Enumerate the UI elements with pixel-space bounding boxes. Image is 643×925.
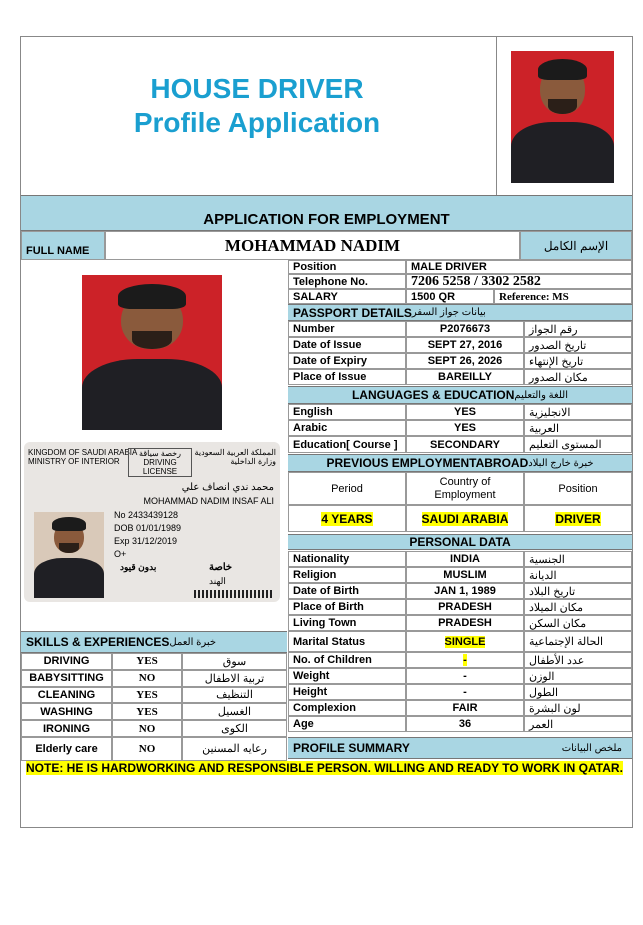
skill-name: BABYSITTING (21, 670, 112, 687)
languages-title-ar: اللغة والتعليم (514, 389, 569, 401)
license-restriction: بدون قيود (120, 562, 157, 572)
skill-value: NO (112, 720, 182, 737)
personal-label: Living Town (288, 615, 406, 631)
passport-label-ar: مكان الصدور (524, 369, 632, 385)
personal-table (288, 551, 632, 732)
skill-name-ar: رعايه المسنين (182, 737, 287, 761)
personal-value (406, 652, 524, 668)
skill-value: YES (112, 687, 182, 704)
personal-label: Date of Birth (288, 583, 406, 599)
license-nationality: الهند (209, 576, 226, 586)
skill-name-ar: سوق (182, 653, 287, 670)
license-badge-ar: رخصة سياقة (139, 449, 181, 458)
passport-label: Number (288, 321, 406, 337)
license-expiry: Exp 31/12/2019 (114, 536, 178, 546)
skills-title: SKILLS & EXPERIENCES (26, 635, 170, 649)
language-row (288, 420, 632, 436)
employment-period: 4 YEARS (321, 511, 373, 526)
language-row (288, 436, 632, 453)
employment-col-country: Country of Employment (406, 472, 524, 505)
personal-value: JAN 1, 1989 (406, 583, 524, 599)
passport-label: Date of Expiry (288, 353, 406, 369)
personal-label-ar: الجنسية (524, 551, 632, 567)
skill-row (21, 703, 287, 720)
header-title (22, 72, 492, 140)
language-label: English (288, 404, 406, 420)
license-badge (128, 448, 192, 477)
personal-label-ar: مكان السكن (524, 615, 632, 631)
language-label-ar: العربية (524, 420, 632, 436)
personal-value-highlight: - (463, 654, 467, 666)
note-text: NOTE: HE IS HARDWORKING AND RESPONSIBLE PERSON. WILLING AND READY TO WORK IN QATAR. (26, 761, 623, 775)
languages-title: LANGUAGES & EDUCATION (351, 388, 515, 402)
license-type: خاصة (209, 562, 233, 573)
summary-title: PROFILE SUMMARY (293, 741, 410, 755)
language-value: YES (406, 420, 524, 436)
employment-position-cell (524, 505, 632, 532)
personal-row (288, 668, 632, 684)
passport-value: P2076673 (406, 321, 524, 337)
employment-headers (288, 472, 632, 505)
skills-table (21, 653, 287, 761)
license-badge-en: DRIVING LICENSE (142, 458, 178, 476)
personal-label: Marital Status (288, 631, 406, 652)
personal-row (288, 652, 632, 668)
personal-value (406, 631, 524, 652)
full-name-value: MOHAMMAD NADIM (105, 231, 520, 260)
header-line-2: Profile Application (133, 107, 381, 138)
personal-value: PRADESH (406, 599, 524, 615)
personal-label: No. of Children (288, 652, 406, 668)
personal-row (288, 684, 632, 700)
license-issuer-ar: المملكة العربية السعودية وزارة الداخلية (194, 448, 276, 466)
personal-row (288, 700, 632, 716)
languages-header (288, 386, 632, 404)
skill-row (21, 653, 287, 670)
employment-period-cell (288, 505, 406, 532)
personal-value: PRADESH (406, 615, 524, 631)
passport-label: Place of Issue (288, 369, 406, 385)
license-name-ar: محمد ندي انصاف علي (181, 482, 274, 493)
skill-row (21, 720, 287, 737)
job-details (288, 260, 632, 304)
personal-label-ar: الحالة الإجتماعية (524, 631, 632, 652)
skill-value: NO (112, 670, 182, 687)
salary-value: 1500 QR (406, 289, 494, 304)
passport-row (288, 337, 632, 353)
summary-header (288, 737, 632, 759)
passport-row (288, 321, 632, 337)
skill-name: Elderly care (21, 737, 112, 761)
personal-row (288, 631, 632, 652)
license-number: No 2433439128 (114, 510, 179, 520)
skill-name: CLEANING (21, 687, 112, 704)
personal-row (288, 615, 632, 631)
personal-label: Complexion (288, 700, 406, 716)
full-name-label-ar: الإسم الكامل (520, 231, 632, 260)
personal-label-ar: لون البشرة (524, 700, 632, 716)
salary-label: SALARY (288, 289, 406, 304)
employment-row (288, 505, 632, 532)
top-photo (511, 51, 614, 183)
banner-text: APPLICATION FOR EMPLOYMENT (203, 211, 450, 228)
telephone-row (288, 274, 632, 289)
personal-value: INDIA (406, 551, 524, 567)
language-label-ar: الانجليزية (524, 404, 632, 420)
passport-table (288, 321, 632, 385)
telephone-label: Telephone No. (288, 274, 406, 289)
personal-value: - (406, 684, 524, 700)
employment-col-position: Position (524, 472, 632, 505)
employment-header (288, 454, 632, 472)
employment-col-period: Period (288, 472, 406, 505)
license-dob: DOB 01/01/1989 (114, 523, 182, 533)
language-row (288, 404, 632, 420)
driving-license-image (24, 442, 280, 602)
personal-title: PERSONAL DATA (409, 535, 511, 549)
languages-table (288, 404, 632, 453)
personal-row (288, 583, 632, 599)
license-photo (34, 512, 104, 598)
personal-row (288, 599, 632, 615)
personal-label-ar: مكان الميلاد (524, 599, 632, 615)
passport-label-ar: تاريخ الإنتهاء (524, 353, 632, 369)
personal-value: - (406, 668, 524, 684)
banner (21, 195, 632, 231)
personal-label: Age (288, 716, 406, 732)
skill-value: YES (112, 653, 182, 670)
note (26, 761, 630, 776)
language-value: SECONDARY (406, 436, 524, 453)
skill-value: YES (112, 703, 182, 720)
skill-name-ar: الغسيل (182, 703, 287, 720)
skills-title-ar: خبرة العمل (169, 636, 217, 648)
passport-label-ar: رقم الجواز (524, 321, 632, 337)
language-label: Arabic (288, 420, 406, 436)
telephone-value: 7206 5258 / 3302 2582 (406, 274, 632, 289)
personal-header (288, 534, 632, 550)
personal-label: Nationality (288, 551, 406, 567)
personal-row (288, 716, 632, 732)
full-name-label: FULL NAME (21, 231, 105, 260)
personal-value: 36 (406, 716, 524, 732)
passport-row (288, 353, 632, 369)
skill-name-ar: الكوى (182, 720, 287, 737)
position-label: Position (288, 260, 406, 274)
personal-row (288, 567, 632, 583)
profile-photo (82, 275, 222, 430)
language-value: YES (406, 404, 524, 420)
passport-value: SEPT 26, 2026 (406, 353, 524, 369)
skills-header (21, 631, 287, 653)
passport-label: Date of Issue (288, 337, 406, 353)
personal-label: Place of Birth (288, 599, 406, 615)
personal-label-ar: الطول (524, 684, 632, 700)
skill-value: NO (112, 737, 182, 761)
summary-title-ar: ملخص البيانات (561, 742, 622, 754)
employment-country: SAUDI ARABIA (421, 511, 509, 526)
personal-label: Weight (288, 668, 406, 684)
skill-name: WASHING (21, 703, 112, 720)
barcode (194, 590, 274, 598)
passport-row (288, 369, 632, 385)
language-label: Education[ Course ] (288, 436, 406, 453)
employment-title: PREVIOUS EMPLOYMENTABROAD (326, 456, 529, 470)
divider (496, 37, 497, 195)
personal-label-ar: عدد الأطفال (524, 652, 632, 668)
position-value: MALE DRIVER (406, 260, 632, 274)
employment-country-cell (406, 505, 524, 532)
license-issuer: KINGDOM OF SAUDI ARABIA MINISTRY OF INTERIOR (28, 448, 138, 466)
license-name-en: MOHAMMAD NADIM INSAF ALI (143, 496, 274, 506)
personal-value: MUSLIM (406, 567, 524, 583)
passport-title: PASSPORT DETAILS (293, 305, 412, 320)
license-blood-type: O+ (114, 549, 127, 559)
personal-label-ar: العمر (524, 716, 632, 732)
personal-row (288, 551, 632, 567)
skill-name-ar: التنظيف (182, 687, 287, 704)
skill-row (21, 687, 287, 704)
personal-value: FAIR (406, 700, 524, 716)
personal-label-ar: الوزن (524, 668, 632, 684)
skill-name: DRIVING (21, 653, 112, 670)
personal-label: Height (288, 684, 406, 700)
personal-label-ar: الديانة (524, 567, 632, 583)
skill-row (21, 670, 287, 687)
skill-name: IRONING (21, 720, 112, 737)
personal-label: Religion (288, 567, 406, 583)
reference-value: Reference: MS (494, 289, 632, 304)
passport-value: BAREILLY (406, 369, 524, 385)
personal-value-highlight: SINGLE (444, 635, 486, 648)
salary-row (288, 289, 632, 304)
skill-row (21, 737, 287, 761)
language-label-ar: المستوى التعليم (524, 436, 632, 453)
employment-title-ar: خبرة خارج البلاد (528, 457, 594, 469)
header-line-1: HOUSE DRIVER (150, 73, 364, 104)
passport-title-ar: بيانات جواز السفر (411, 307, 486, 318)
passport-value: SEPT 27, 2016 (406, 337, 524, 353)
personal-label-ar: تاريخ البلاد (524, 583, 632, 599)
passport-label-ar: تاريخ الصدور (524, 337, 632, 353)
employment-position: DRIVER (555, 511, 601, 526)
skill-name-ar: تربية الاطفال (182, 670, 287, 687)
position-row (288, 260, 632, 274)
passport-header (288, 304, 632, 321)
